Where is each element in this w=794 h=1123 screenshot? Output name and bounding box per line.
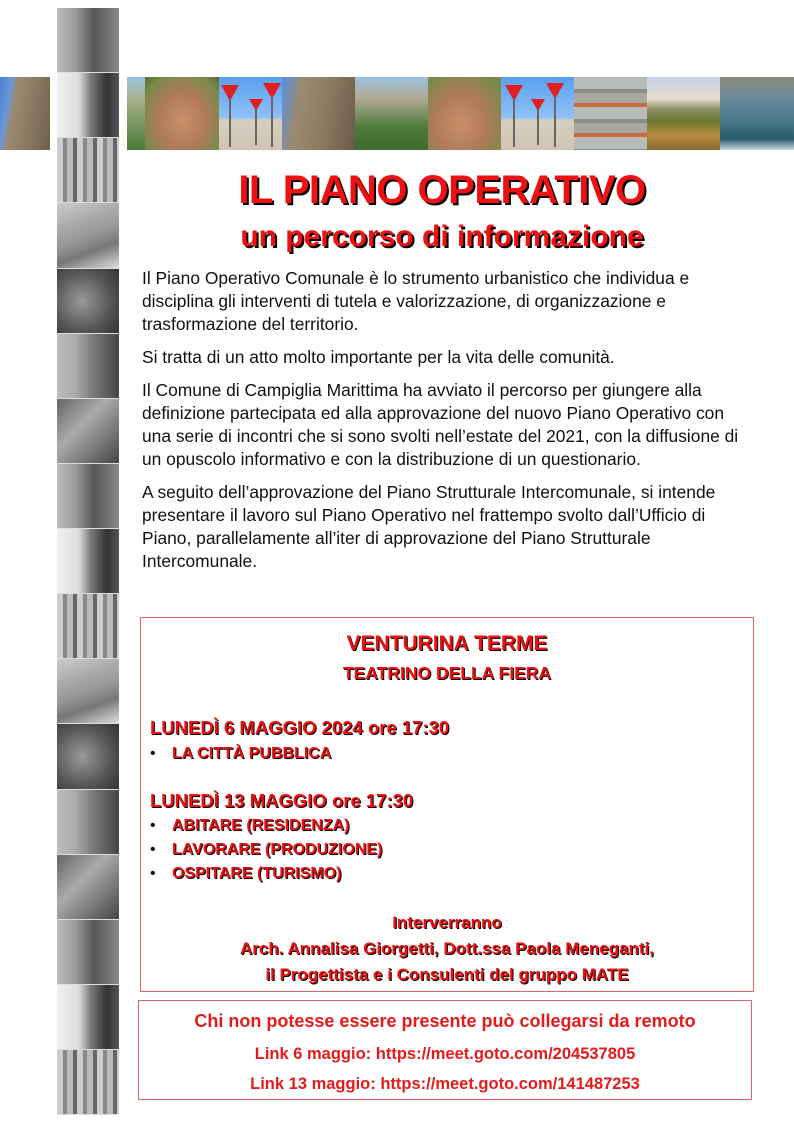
bullet-icon: •	[150, 865, 156, 882]
topic-label: LAVORARE (PRODUZIONE)	[172, 841, 383, 858]
bw-photo	[57, 399, 119, 464]
remote-box	[138, 1000, 752, 1100]
bw-photo	[57, 855, 119, 920]
red-poppy-sculptures-photo	[219, 77, 282, 150]
speakers-block	[141, 910, 753, 988]
bw-photo	[57, 8, 119, 73]
bullet-icon: •	[150, 745, 156, 762]
session-date: LUNEDÌ 13 MAGGIO ore 17:30	[150, 790, 414, 811]
bw-photo	[57, 985, 119, 1050]
topic-label: LA CITTÀ PUBBLICA	[172, 745, 332, 762]
session-topic	[150, 865, 341, 883]
speakers-line: il Progettista e i Consulenti del gruppo MATE	[265, 965, 629, 984]
session-date: LUNEDÌ 6 MAGGIO 2024 ore 17:30	[150, 717, 450, 738]
session-topic	[150, 841, 382, 859]
bw-photo	[57, 138, 119, 203]
page-subtitle: un percorso di informazione	[240, 220, 644, 253]
page-title: IL PIANO OPERATIVO	[238, 168, 646, 212]
side-photo-strip	[57, 8, 119, 1115]
industrial-area-photo	[574, 77, 647, 150]
session-topic	[150, 745, 331, 763]
bw-photo	[57, 724, 119, 789]
bw-photo	[57, 1050, 119, 1115]
event-venue: VENTURINA TERME	[346, 632, 548, 655]
intro-paragraph: Si tratta di un atto molto importante per la vita delle comunità.	[142, 347, 615, 367]
landscape-photo	[127, 77, 145, 150]
event-box	[140, 617, 754, 992]
topic-label: ABITARE (RESIDENZA)	[172, 817, 350, 834]
remote-link-13-maggio[interactable]: Link 13 maggio: https://meet.goto.com/141487253	[250, 1075, 640, 1093]
tower-photo	[0, 77, 50, 150]
remote-heading: Chi non potesse essere presente può collegarsi da remoto	[194, 1011, 696, 1031]
intro-paragraph: A seguito dell’approvazione del Piano Strutturale Intercomunale, si intende presentare il lavoro sul Piano Operativo nel frattempo svolto dall’Ufficio di Piano, parallelamente all’iter di approvazione del Piano Strutturale Intercomunale.	[142, 482, 716, 571]
banner-photo-strip	[127, 77, 794, 150]
bw-photo	[57, 73, 119, 138]
remote-link-6-maggio[interactable]: Link 6 maggio: https://meet.goto.com/204537805	[254, 1045, 636, 1063]
bw-photo	[57, 203, 119, 268]
bw-photo	[57, 269, 119, 334]
bullet-icon: •	[150, 817, 156, 834]
bw-photo	[57, 529, 119, 594]
event-place: TEATRINO DELLA FIERA	[342, 663, 552, 683]
bw-photo	[57, 920, 119, 985]
speakers-line: Arch. Annalisa Giorgetti, Dott.ssa Paola Meneganti,	[239, 939, 655, 958]
rocky-water-photo	[720, 77, 794, 150]
countryside-landscape-photo	[647, 77, 720, 150]
intro-paragraph: Il Piano Operativo Comunale è lo strumento urbanistico che individua e disciplina gli interventi di tutela e valorizzazione, di organizzazione e trasformazione del territorio.	[142, 268, 690, 334]
intro-text	[142, 267, 742, 583]
bw-photo	[57, 594, 119, 659]
intro-paragraph: Il Comune di Campiglia Marittima ha avviato il percorso per giungere alla definizione partecipata ed alla approvazione del nuovo Piano Operativo con una serie di incontri che si sono svolti nell’estate del 2021, con la diffusione di un opuscolo informativo e con la distribuzione di un questionario.	[142, 380, 739, 469]
bw-photo	[57, 790, 119, 855]
aerial-town-photo	[355, 77, 428, 150]
bw-photo	[57, 464, 119, 529]
aerial-village-photo	[145, 77, 219, 150]
session-topic	[150, 817, 349, 835]
speakers-label: Interverranno	[392, 913, 502, 932]
stone-tower-photo	[282, 77, 355, 150]
red-poppy-sculptures-photo	[501, 77, 574, 150]
bullet-icon: •	[150, 841, 156, 858]
bw-photo	[57, 334, 119, 399]
bw-photo	[57, 659, 119, 724]
aerial-village-photo	[428, 77, 501, 150]
topic-label: OSPITARE (TURISMO)	[172, 865, 342, 882]
